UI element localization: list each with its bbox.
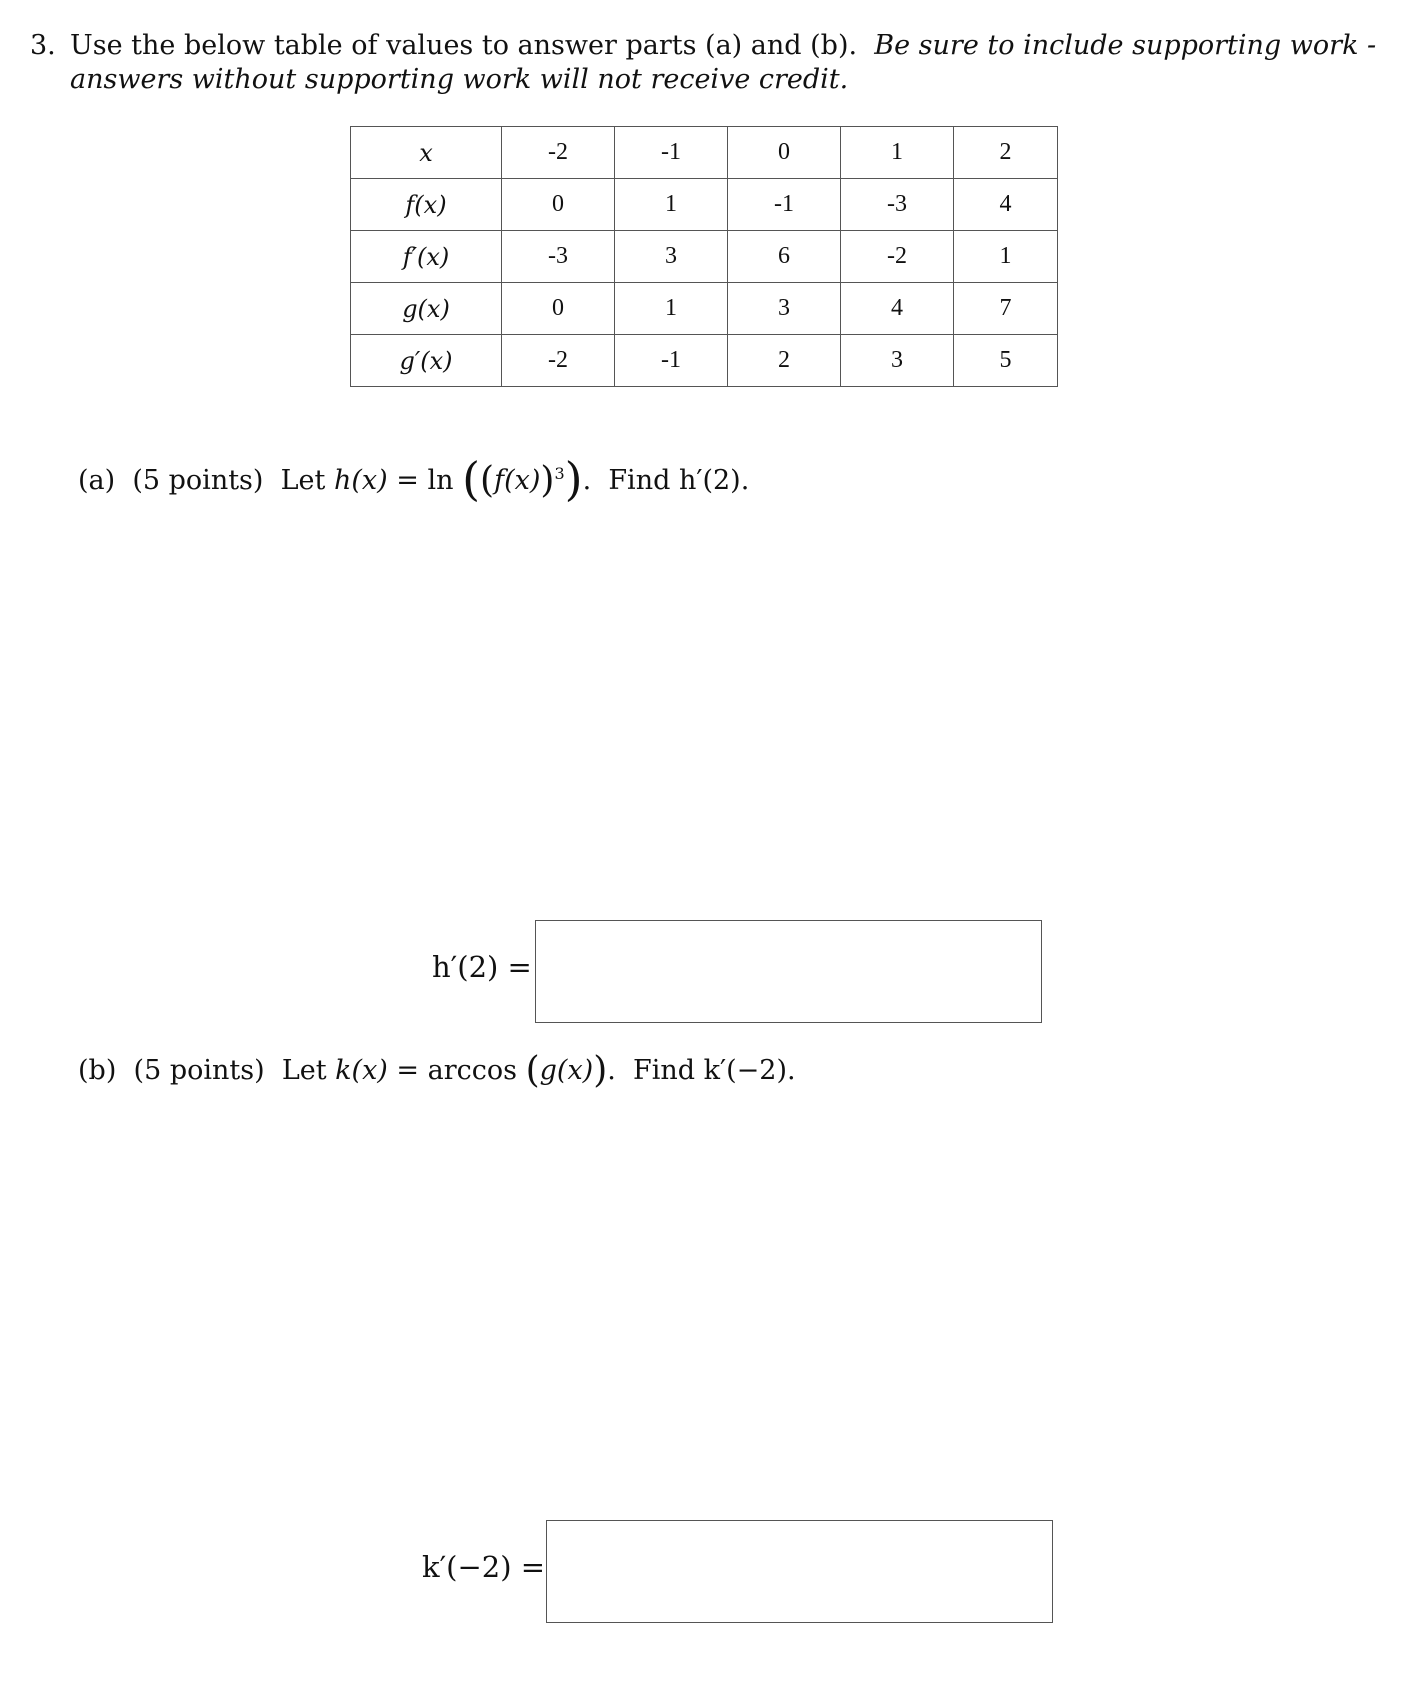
table-cell: 2 bbox=[954, 127, 1058, 179]
part-a-exponent: 3 bbox=[554, 464, 565, 483]
row-label: f′(x) bbox=[351, 231, 502, 283]
part-b-inner: g(x) bbox=[539, 1055, 594, 1086]
table-cell: 3 bbox=[615, 231, 728, 283]
question-intro-text: Use the below table of values to answer parts (a) and (b). bbox=[70, 30, 858, 61]
table-cell: 0 bbox=[502, 179, 615, 231]
part-a: (a) (5 points) Let $h(x) = \ln ((f(x))^3)$. Find h′(2). bbox=[78, 452, 750, 506]
table-cell: -3 bbox=[841, 179, 954, 231]
table-row bbox=[351, 231, 1058, 283]
row-label: f(x) bbox=[351, 179, 502, 231]
part-b-func: k(x) bbox=[335, 1055, 388, 1086]
part-a-eq: = ln bbox=[396, 465, 454, 496]
table-cell: 7 bbox=[954, 283, 1058, 335]
part-b: (b) (5 points) Let k(x) = arccos (g(x)). Find k′(−2). bbox=[78, 1050, 796, 1091]
table-cell: 3 bbox=[841, 335, 954, 387]
answer-a-box[interactable] bbox=[535, 920, 1042, 1023]
table-cell: -1 bbox=[728, 179, 841, 231]
part-a-func: h(x) bbox=[333, 465, 388, 496]
question-note-line1: Be sure to include supporting work - bbox=[874, 30, 1377, 61]
part-a-points: (5 points) bbox=[132, 465, 264, 496]
table-cell: -1 bbox=[615, 127, 728, 179]
table-cell: 2 bbox=[728, 335, 841, 387]
part-b-prefix: (b) bbox=[78, 1055, 117, 1086]
table-cell: -2 bbox=[841, 231, 954, 283]
part-a-inner: f(x) bbox=[494, 465, 541, 496]
row-label: g′(x) bbox=[351, 335, 502, 387]
table-cell: 3 bbox=[728, 283, 841, 335]
part-b-find: Find k′(−2). bbox=[633, 1055, 796, 1086]
part-a-find: Find h′(2). bbox=[608, 465, 750, 496]
answer-b-box[interactable] bbox=[546, 1520, 1053, 1623]
answer-b-label: k′(−2) = bbox=[422, 1550, 546, 1584]
question-number: 3. bbox=[30, 30, 56, 61]
table-cell: 1 bbox=[615, 283, 728, 335]
table-row bbox=[351, 283, 1058, 335]
table-cell: 5 bbox=[954, 335, 1058, 387]
table-cell: 1 bbox=[841, 127, 954, 179]
table-cell: 6 bbox=[728, 231, 841, 283]
table-cell: 1 bbox=[954, 231, 1058, 283]
row-label: g(x) bbox=[351, 283, 502, 335]
question-note-line2: answers without supporting work will not receive credit. bbox=[70, 64, 849, 95]
part-b-points: (5 points) bbox=[133, 1055, 265, 1086]
question-intro bbox=[70, 30, 1376, 61]
answer-a-label: h′(2) = bbox=[432, 950, 532, 984]
part-b-eq: = arccos bbox=[396, 1055, 517, 1086]
table-cell: -1 bbox=[615, 335, 728, 387]
part-a-let: Let bbox=[280, 465, 326, 496]
table-row bbox=[351, 127, 1058, 179]
table-cell: 0 bbox=[728, 127, 841, 179]
table-cell: 1 bbox=[615, 179, 728, 231]
table-row bbox=[351, 335, 1058, 387]
part-b-let: Let bbox=[281, 1055, 327, 1086]
table-cell: 4 bbox=[841, 283, 954, 335]
table-cell: -2 bbox=[502, 127, 615, 179]
row-label: x bbox=[351, 127, 502, 179]
table-cell: -2 bbox=[502, 335, 615, 387]
part-a-prefix: (a) bbox=[78, 465, 116, 496]
values-table bbox=[350, 126, 1058, 387]
table-cell: 4 bbox=[954, 179, 1058, 231]
table-row bbox=[351, 179, 1058, 231]
table-cell: -3 bbox=[502, 231, 615, 283]
table-cell: 0 bbox=[502, 283, 615, 335]
